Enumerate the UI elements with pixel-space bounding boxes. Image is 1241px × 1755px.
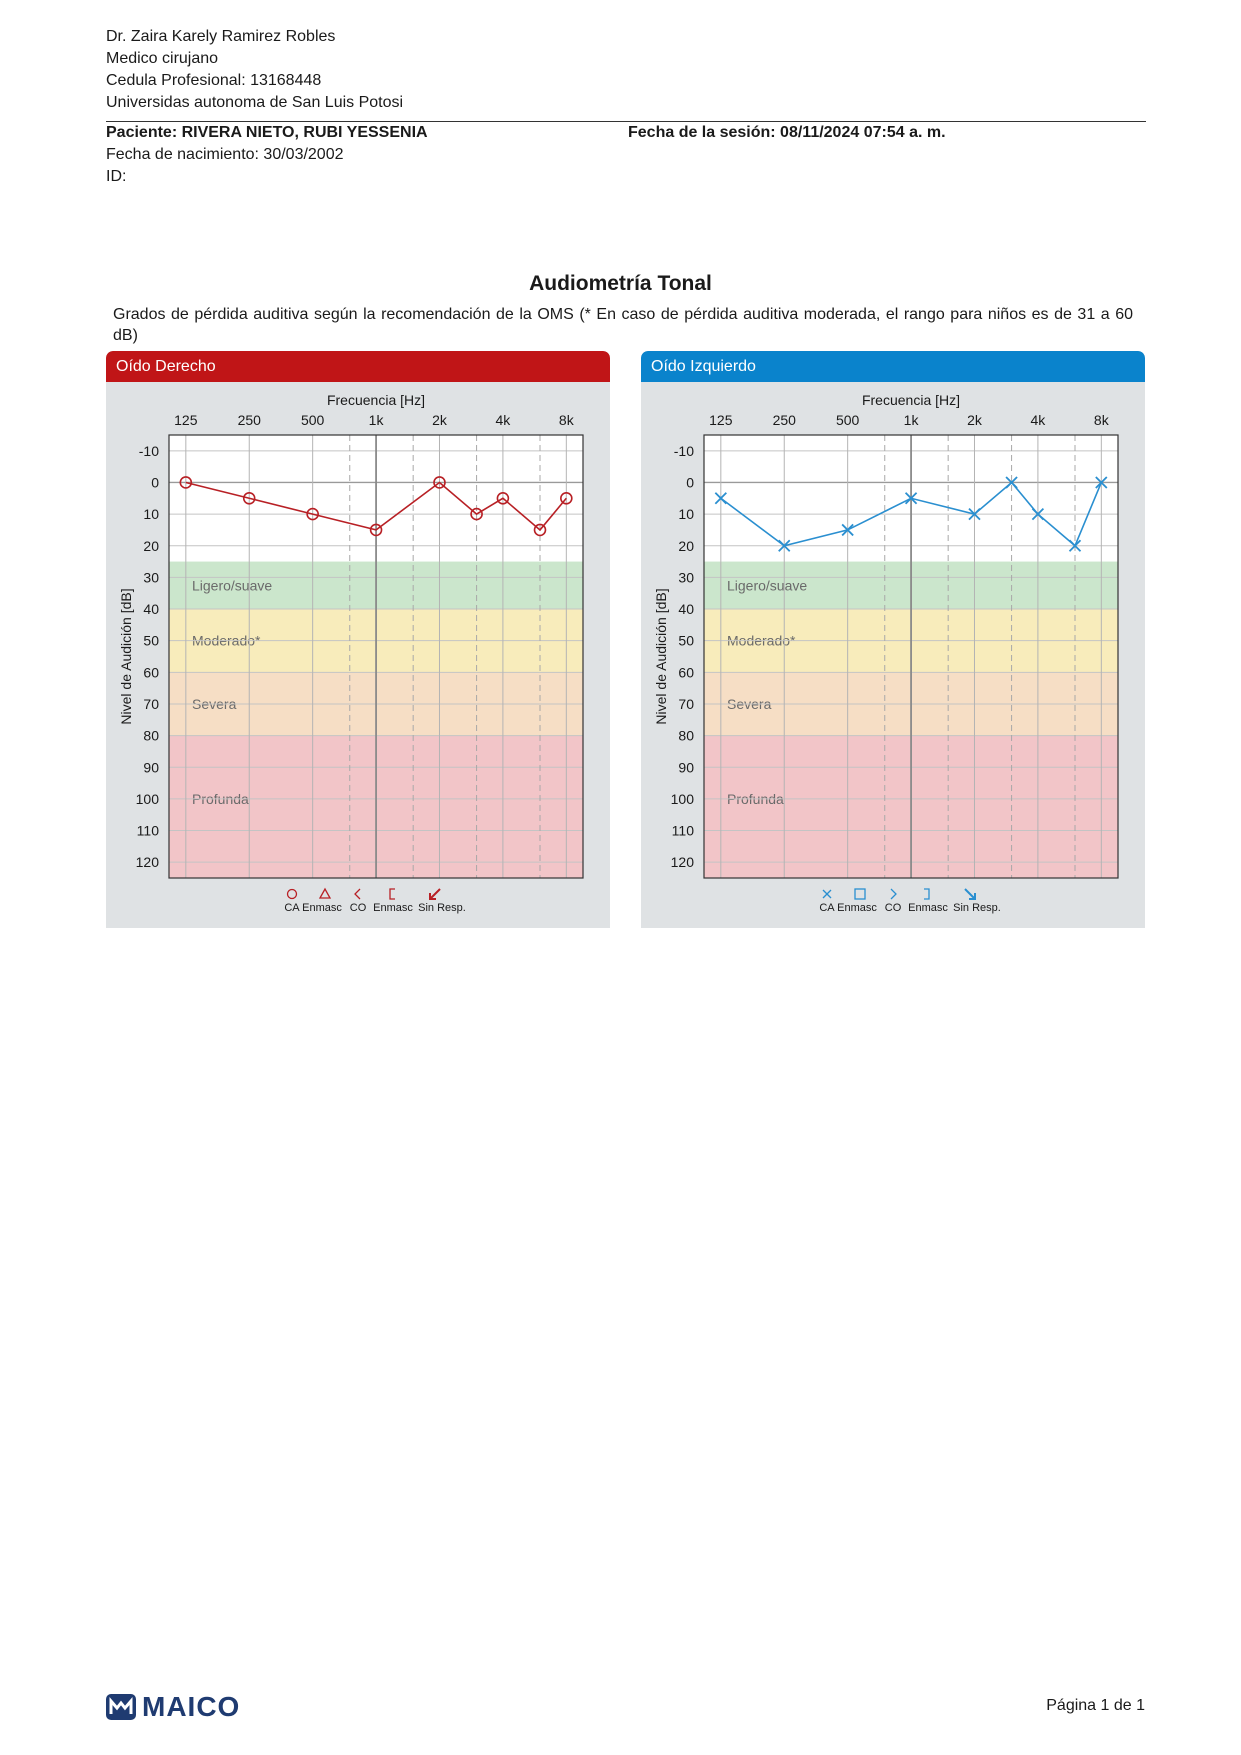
y-tick-label: 60: [143, 664, 159, 681]
page-number: Página 1 de 1: [1046, 1697, 1145, 1714]
severity-zone-label: Severa: [727, 695, 772, 712]
doctor-title: Medico cirujano: [106, 50, 219, 67]
legend-label: CO: [349, 902, 367, 914]
left-ear-audiogram: [641, 382, 1145, 928]
report-subtitle: Grados de pérdida auditiva según la recomendación de la OMS (* En caso de pérdida auditiva moderada, el rango para niños es de 31 a 60 dB): [113, 306, 1133, 344]
y-tick-label: 60: [678, 664, 694, 681]
legend-label: Sin Resp.: [418, 902, 466, 914]
y-tick-label: 20: [143, 537, 159, 554]
doctor-license: Cedula Profesional: 13168448: [106, 72, 322, 89]
doctor-university: Universidas autonoma de San Luis Potosi: [106, 94, 404, 111]
severity-zone-label: Severa: [192, 695, 237, 712]
x-tick-label: 125: [709, 412, 733, 428]
x-tick-label: 8k: [558, 412, 574, 428]
y-tick-label: -10: [673, 442, 694, 459]
y-tick-label: 110: [671, 822, 694, 839]
x-axis-title: Frecuencia [Hz]: [326, 392, 426, 408]
y-tick-label: 50: [678, 632, 694, 649]
y-tick-label: 110: [136, 822, 159, 839]
legend-label: CA: [284, 902, 300, 914]
y-tick-label: 80: [143, 727, 159, 744]
severity-zone-label: Ligero/suave: [727, 577, 808, 594]
y-axis-title: Nivel de Audición [dB]: [653, 588, 669, 725]
x-tick-label: 8k: [1093, 412, 1109, 428]
maico-logo-icon: [106, 1694, 136, 1720]
y-tick-label: 70: [143, 695, 159, 712]
severity-zone-label: Profunda: [192, 790, 249, 807]
x-axis-title: Frecuencia [Hz]: [861, 392, 961, 408]
y-tick-label: 30: [143, 569, 159, 586]
y-tick-label: 30: [678, 569, 694, 586]
y-tick-label: 120: [135, 854, 159, 871]
legend-bone-masked-icon: [390, 889, 395, 899]
x-tick-label: 1k: [368, 412, 384, 428]
session-date: Fecha de la sesión: 08/11/2024 07:54 a. m.: [628, 124, 946, 141]
maico-logo: [106, 1692, 240, 1722]
x-tick-label: 500: [835, 412, 860, 428]
y-tick-label: 0: [686, 474, 694, 491]
legend-label: CA: [819, 902, 835, 914]
y-tick-label: 0: [151, 474, 159, 491]
maico-logo-text: MAICO: [142, 1691, 241, 1722]
y-tick-label: 90: [678, 759, 694, 776]
doctor-name: Dr. Zaira Karely Ramirez Robles: [106, 28, 336, 45]
x-tick-label: 2k: [432, 412, 447, 428]
y-tick-label: 40: [678, 601, 694, 618]
x-tick-label: 4k: [1030, 412, 1046, 428]
x-tick-label: 1k: [903, 412, 919, 428]
y-tick-label: -10: [138, 442, 159, 459]
x-tick-label: 2k: [967, 412, 982, 428]
legend-bone-left-bracket-icon: [355, 889, 360, 899]
y-tick-label: 50: [143, 632, 159, 649]
legend-label: Sin Resp.: [953, 902, 1001, 914]
y-tick-label: 100: [135, 790, 159, 807]
legend-bone-masked-icon: [924, 889, 929, 899]
patient-id: ID:: [106, 168, 127, 185]
y-axis-title: Nivel de Audición [dB]: [118, 588, 134, 725]
y-tick-label: 120: [670, 854, 694, 871]
legend-label: CO: [884, 902, 902, 914]
report-title: Audiometría Tonal: [529, 272, 712, 295]
right-ear-panel: [106, 351, 610, 928]
y-tick-label: 40: [143, 601, 159, 618]
y-tick-label: 90: [143, 759, 159, 776]
right-ear-audiogram: [106, 382, 610, 928]
legend-no-response-arrow-icon: [430, 889, 440, 899]
patient-name: Paciente: RIVERA NIETO, RUBI YESSENIA: [106, 124, 428, 141]
x-tick-label: 500: [300, 412, 325, 428]
legend-no-response-arrow-icon: [965, 889, 975, 899]
legend-masked-square-icon: [855, 889, 865, 899]
severity-zone-label: Profunda: [727, 790, 784, 807]
legend-air-circle-icon: [288, 890, 297, 899]
legend-bone-right-bracket-icon: [891, 889, 896, 899]
x-tick-label: 250: [237, 412, 261, 428]
y-tick-label: 20: [678, 537, 694, 554]
legend-label: Enmasc: [908, 902, 948, 914]
legend-label: Enmasc: [302, 902, 342, 914]
left-ear-title: Oído Izquierdo: [641, 351, 1145, 382]
severity-zone-label: Moderado*: [192, 632, 261, 649]
patient-dob: Fecha de nacimiento: 30/03/2002: [106, 146, 344, 163]
y-tick-label: 80: [678, 727, 694, 744]
y-tick-label: 70: [678, 695, 694, 712]
x-tick-label: 4k: [495, 412, 511, 428]
legend-label: Enmasc: [837, 902, 877, 914]
left-ear-panel: [641, 351, 1145, 928]
severity-zone-label: Moderado*: [727, 632, 796, 649]
y-tick-label: 100: [670, 790, 694, 807]
x-tick-label: 250: [772, 412, 796, 428]
legend-masked-triangle-icon: [320, 889, 330, 898]
y-tick-label: 10: [678, 506, 694, 523]
header-divider: [106, 121, 1146, 122]
severity-zone-label: Ligero/suave: [192, 577, 273, 594]
right-ear-title: Oído Derecho: [106, 351, 610, 382]
y-tick-label: 10: [143, 506, 159, 523]
x-tick-label: 125: [174, 412, 198, 428]
legend-air-cross-icon: [823, 890, 831, 898]
doctor-info: [106, 26, 403, 114]
legend-label: Enmasc: [373, 902, 413, 914]
